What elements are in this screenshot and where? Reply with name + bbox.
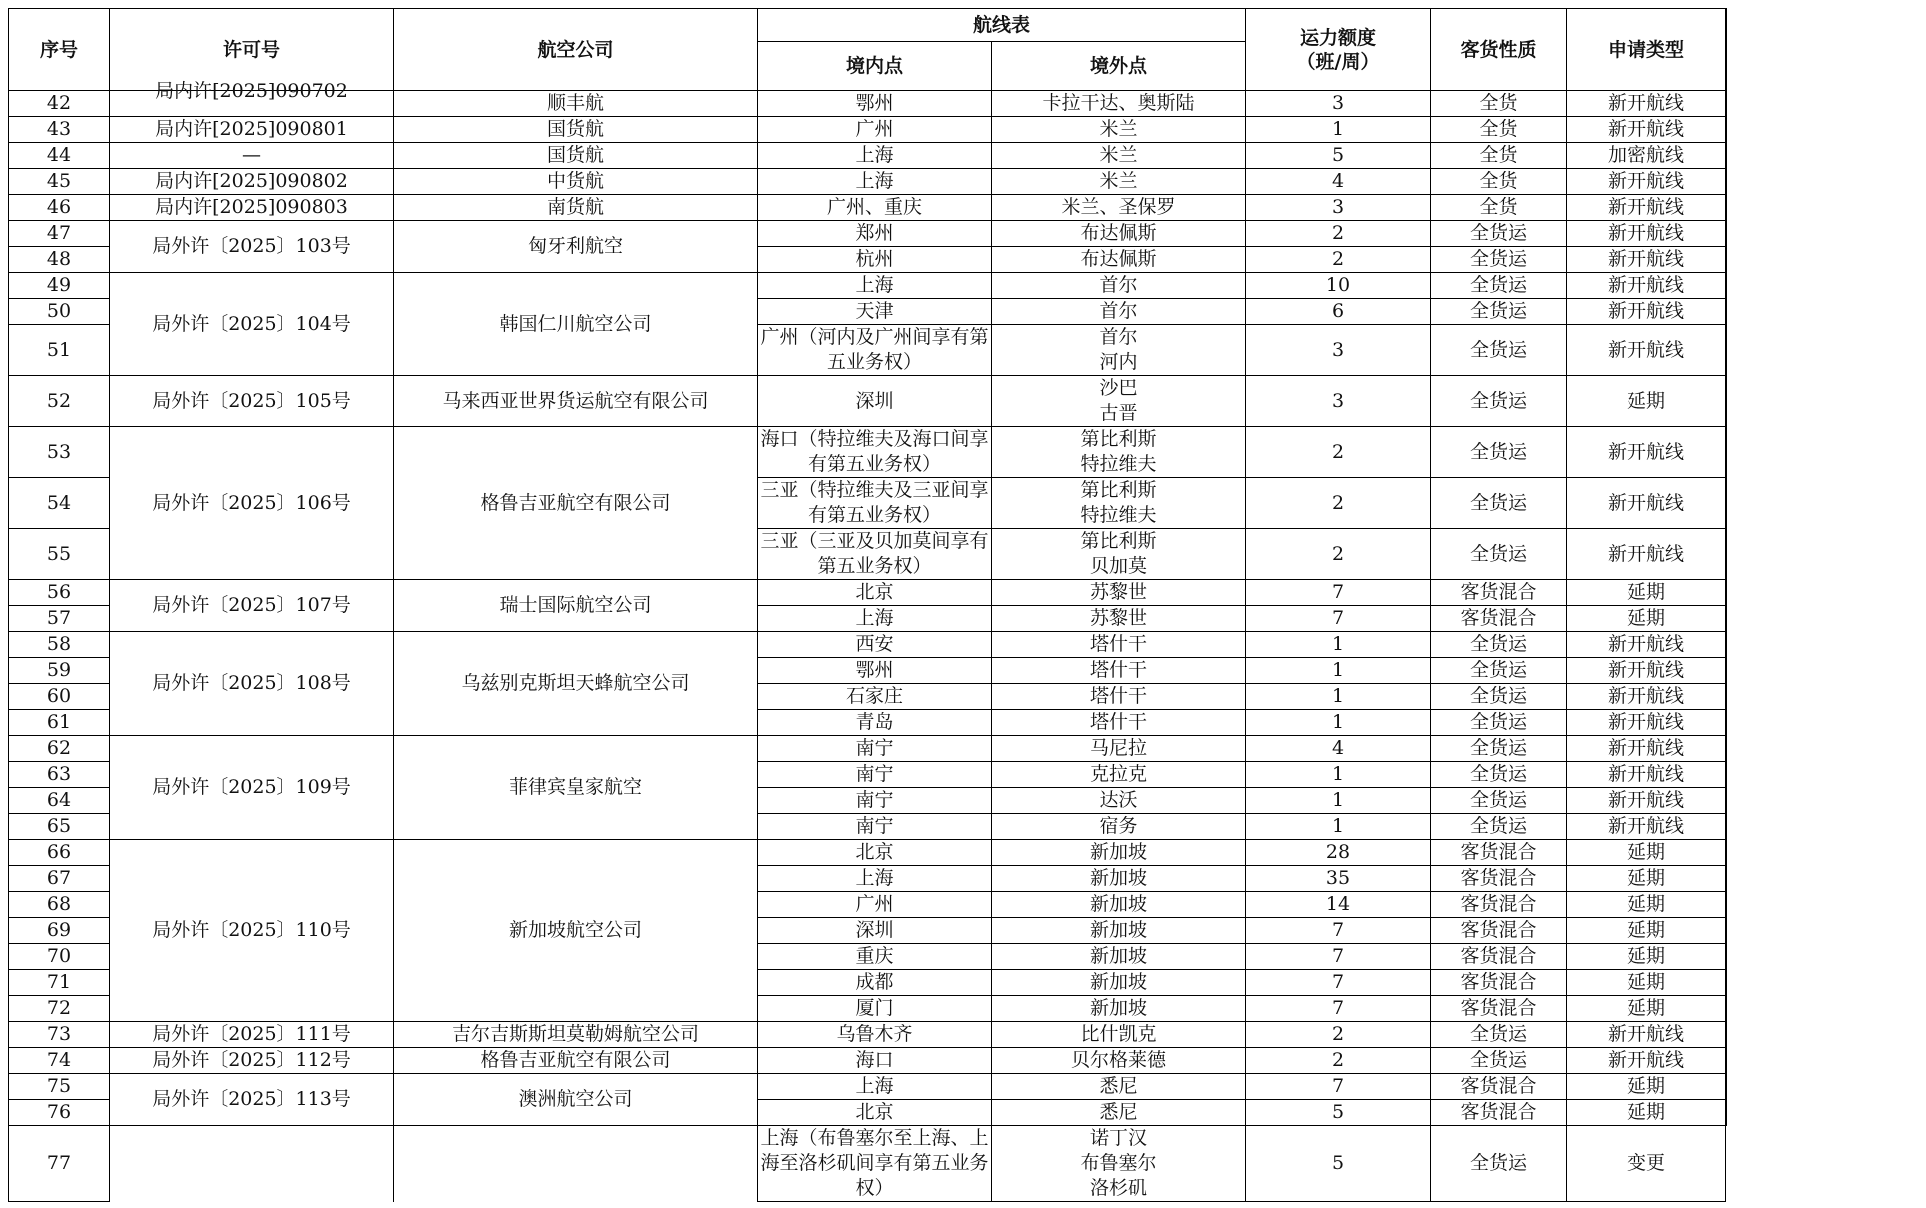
- approval-date-cell: [1726, 376, 1727, 427]
- domestic-point-cell: 南宁: [758, 736, 992, 762]
- foreign-point-cell: 米兰: [992, 169, 1246, 195]
- route-approval-table: [8, 8, 1727, 1202]
- foreign-point-cell: 第比利斯 特拉维夫: [992, 478, 1246, 529]
- foreign-point-cell: 米兰、圣保罗: [992, 195, 1246, 221]
- foreign-point-cell: 苏黎世: [992, 580, 1246, 606]
- foreign-point-cell: 首尔: [992, 273, 1246, 299]
- foreign-point-cell: 布达佩斯: [992, 247, 1246, 273]
- permit-cell: 局外许〔2025〕111号: [110, 1022, 394, 1048]
- capacity-cell: 1: [1246, 788, 1431, 814]
- cargo-type-cell: 客货混合: [1431, 866, 1567, 892]
- cargo-type-cell: 客货混合: [1431, 970, 1567, 996]
- header-permit: 许可号: [110, 9, 394, 91]
- airline-cell: 匈牙利航空: [394, 221, 758, 273]
- seq-cell: 59: [9, 658, 110, 684]
- approval-date-cell: [1726, 736, 1727, 840]
- approval-date-cell: [1726, 427, 1727, 580]
- cargo-type-cell: 全货: [1431, 169, 1567, 195]
- table-row: [9, 117, 1727, 143]
- header-approval-date: [1726, 9, 1727, 91]
- approval-date-cell: [1726, 1126, 1727, 1202]
- apply-type-cell: 新开航线: [1567, 1022, 1726, 1048]
- approval-date-cell: [1726, 221, 1727, 273]
- cargo-type-cell: 全货运: [1431, 762, 1567, 788]
- apply-type-cell: 新开航线: [1567, 710, 1726, 736]
- capacity-cell: 5: [1246, 1100, 1431, 1126]
- permit-cell: 局外许〔2025〕110号: [110, 840, 394, 1022]
- foreign-point-cell: 塔什干: [992, 684, 1246, 710]
- cargo-type-cell: 全货运: [1431, 814, 1567, 840]
- seq-cell: 68: [9, 892, 110, 918]
- permit-cell: [110, 80, 394, 117]
- capacity-cell: 1: [1246, 710, 1431, 736]
- capacity-cell: 4: [1246, 169, 1431, 195]
- foreign-point-cell: 米兰: [992, 143, 1246, 169]
- cargo-type-cell: 全货运: [1431, 788, 1567, 814]
- domestic-point-cell: 上海: [758, 169, 992, 195]
- cargo-type-cell: 客货混合: [1431, 918, 1567, 944]
- cargo-type-cell: 全货运: [1431, 529, 1567, 580]
- table-row: [9, 169, 1727, 195]
- foreign-point-cell: 塔什干: [992, 632, 1246, 658]
- capacity-cell: 1: [1246, 684, 1431, 710]
- cargo-type-cell: 客货混合: [1431, 1100, 1567, 1126]
- capacity-cell: 1: [1246, 117, 1431, 143]
- foreign-point-cell: 贝尔格莱德: [992, 1048, 1246, 1074]
- capacity-cell: 3: [1246, 325, 1431, 376]
- capacity-cell: 14: [1246, 892, 1431, 918]
- capacity-cell: 35: [1246, 866, 1431, 892]
- seq-cell: 64: [9, 788, 110, 814]
- header-foreign: 境外点: [992, 42, 1246, 91]
- seq-cell: 76: [9, 1100, 110, 1126]
- apply-type-cell: 新开航线: [1567, 788, 1726, 814]
- capacity-cell: 7: [1246, 580, 1431, 606]
- domestic-point-cell: 乌鲁木齐: [758, 1022, 992, 1048]
- permit-cell: 局外许〔2025〕103号: [110, 221, 394, 273]
- domestic-point-cell: 广州（河内及广州间享有第五业务权）: [758, 325, 992, 376]
- foreign-point-cell: 卡拉干达、奥斯陆: [992, 91, 1246, 117]
- apply-type-cell: 延期: [1567, 892, 1726, 918]
- capacity-cell: 7: [1246, 996, 1431, 1022]
- cargo-type-cell: 全货运: [1431, 247, 1567, 273]
- domestic-point-cell: 上海: [758, 1074, 992, 1100]
- domestic-point-cell: 杭州: [758, 247, 992, 273]
- domestic-point-cell: 北京: [758, 840, 992, 866]
- capacity-cell: 7: [1246, 918, 1431, 944]
- cargo-type-cell: 全货运: [1431, 325, 1567, 376]
- seq-cell: 45: [9, 169, 110, 195]
- cargo-type-cell: 全货: [1431, 117, 1567, 143]
- apply-type-cell: 新开航线: [1567, 736, 1726, 762]
- cargo-type-cell: 全货运: [1431, 221, 1567, 247]
- cargo-type-cell: 全货运: [1431, 658, 1567, 684]
- cargo-type-cell: 全货: [1431, 91, 1567, 117]
- capacity-cell: 1: [1246, 814, 1431, 840]
- approval-date-cell: [1726, 840, 1727, 1022]
- permit-cell: 局外许〔2025〕107号: [110, 580, 394, 632]
- approval-date-cell: [1726, 580, 1727, 632]
- seq-cell: 63: [9, 762, 110, 788]
- capacity-cell: 2: [1246, 1022, 1431, 1048]
- cargo-type-cell: 客货混合: [1431, 892, 1567, 918]
- capacity-cell: 2: [1246, 1048, 1431, 1074]
- apply-type-cell: 延期: [1567, 376, 1726, 427]
- apply-type-cell: 延期: [1567, 944, 1726, 970]
- domestic-point-cell: 北京: [758, 580, 992, 606]
- table-row: [9, 1022, 1727, 1048]
- seq-cell: 46: [9, 195, 110, 221]
- table-row: [9, 632, 1727, 658]
- header-apply-type: 申请类型: [1567, 9, 1726, 91]
- domestic-point-cell: 深圳: [758, 376, 992, 427]
- apply-type-cell: 延期: [1567, 918, 1726, 944]
- table-row: [9, 376, 1727, 427]
- airline-cell: 菲律宾皇家航空: [394, 736, 758, 840]
- apply-type-cell: 变更: [1567, 1126, 1726, 1202]
- domestic-point-cell: 鄂州: [758, 658, 992, 684]
- seq-cell: 73: [9, 1022, 110, 1048]
- seq-cell: 48: [9, 247, 110, 273]
- capacity-cell: 7: [1246, 1074, 1431, 1100]
- apply-type-cell: 新开航线: [1567, 684, 1726, 710]
- domestic-point-cell: 南宁: [758, 814, 992, 840]
- cargo-type-cell: 全货: [1431, 143, 1567, 169]
- cargo-type-cell: 客货混合: [1431, 840, 1567, 866]
- seq-cell: 61: [9, 710, 110, 736]
- domestic-point-cell: 鄂州: [758, 91, 992, 117]
- airline-cell: 瑞士国际航空公司: [394, 580, 758, 632]
- domestic-point-cell: 天津: [758, 299, 992, 325]
- seq-cell: 69: [9, 918, 110, 944]
- apply-type-cell: 延期: [1567, 580, 1726, 606]
- approval-date-cell: [1726, 117, 1727, 221]
- foreign-point-cell: 新加坡: [992, 892, 1246, 918]
- seq-cell: 54: [9, 478, 110, 529]
- capacity-cell: 5: [1246, 1126, 1431, 1202]
- foreign-point-cell: 新加坡: [992, 996, 1246, 1022]
- airline-cell: 马来西亚世界货运航空有限公司: [394, 376, 758, 427]
- permit-cell: 局外许〔2025〕104号: [110, 273, 394, 376]
- capacity-cell: 2: [1246, 529, 1431, 580]
- apply-type-cell: 新开航线: [1567, 299, 1726, 325]
- permit-cell: 局外许〔2025〕113号: [110, 1074, 394, 1126]
- foreign-point-cell: 苏黎世: [992, 606, 1246, 632]
- seq-cell: 44: [9, 143, 110, 169]
- cargo-type-cell: 全货运: [1431, 299, 1567, 325]
- approval-date-cell: [1726, 1022, 1727, 1048]
- capacity-cell: 4: [1246, 736, 1431, 762]
- seq-cell: 55: [9, 529, 110, 580]
- domestic-point-cell: 三亚（特拉维夫及三亚间享有第五业务权）: [758, 478, 992, 529]
- permit-cell: 局外许〔2025〕105号: [110, 376, 394, 427]
- apply-type-cell: 新开航线: [1567, 325, 1726, 376]
- apply-type-cell: 新开航线: [1567, 117, 1726, 143]
- domestic-point-cell: 广州、重庆: [758, 195, 992, 221]
- cargo-type-cell: 全货运: [1431, 1022, 1567, 1048]
- domestic-point-cell: 上海: [758, 866, 992, 892]
- apply-type-cell: 新开航线: [1567, 427, 1726, 478]
- seq-cell: 56: [9, 580, 110, 606]
- domestic-point-cell: 南宁: [758, 762, 992, 788]
- domestic-point-cell: 青岛: [758, 710, 992, 736]
- header-airline: 航空公司: [394, 9, 758, 91]
- airline-cell: 吉尔吉斯斯坦莫勒姆航空公司: [394, 1022, 758, 1048]
- permit-cell: 局内许[2025]090802: [110, 169, 394, 195]
- seq-cell: 58: [9, 632, 110, 658]
- cargo-type-cell: 全货: [1431, 195, 1567, 221]
- foreign-point-cell: 马尼拉: [992, 736, 1246, 762]
- seq-cell: 66: [9, 840, 110, 866]
- apply-type-cell: 延期: [1567, 1100, 1726, 1126]
- cargo-type-cell: 全货运: [1431, 478, 1567, 529]
- seq-cell: 74: [9, 1048, 110, 1074]
- domestic-point-cell: 厦门: [758, 996, 992, 1022]
- table-row: [9, 273, 1727, 299]
- domestic-point-cell: 重庆: [758, 944, 992, 970]
- foreign-point-cell: 布达佩斯: [992, 221, 1246, 247]
- permit-text-clipped: 局内许[2025]090702: [155, 80, 348, 102]
- domestic-point-cell: 深圳: [758, 918, 992, 944]
- capacity-cell: 2: [1246, 427, 1431, 478]
- airline-cell: 格鲁吉亚航空有限公司: [394, 1048, 758, 1074]
- table-row: [9, 580, 1727, 606]
- seq-cell: 62: [9, 736, 110, 762]
- domestic-point-cell: 上海: [758, 606, 992, 632]
- table-row: [9, 840, 1727, 866]
- foreign-point-cell: 悉尼: [992, 1100, 1246, 1126]
- capacity-cell: 1: [1246, 762, 1431, 788]
- foreign-point-cell: 新加坡: [992, 840, 1246, 866]
- apply-type-cell: 新开航线: [1567, 762, 1726, 788]
- capacity-cell: 2: [1246, 247, 1431, 273]
- airline-cell: 格鲁吉亚航空有限公司: [394, 427, 758, 580]
- table-row: [9, 427, 1727, 478]
- foreign-point-cell: 达沃: [992, 788, 1246, 814]
- approval-date-cell: [1726, 91, 1727, 117]
- capacity-cell: 3: [1246, 195, 1431, 221]
- permit-cell: [110, 1126, 394, 1202]
- airline-cell: 新加坡航空公司: [394, 840, 758, 1022]
- cargo-type-cell: 全货运: [1431, 736, 1567, 762]
- airline-cell: 南货航: [394, 195, 758, 221]
- capacity-cell: 10: [1246, 273, 1431, 299]
- airline-cell: [394, 1126, 758, 1202]
- airline-cell: 国货航: [394, 143, 758, 169]
- header-route-table: 航线表: [758, 9, 1246, 42]
- seq-cell: 42: [9, 91, 110, 117]
- airline-cell: 韩国仁川航空公司: [394, 273, 758, 376]
- apply-type-cell: 新开航线: [1567, 632, 1726, 658]
- capacity-cell: 7: [1246, 944, 1431, 970]
- domestic-point-cell: 海口: [758, 1048, 992, 1074]
- foreign-point-cell: 第比利斯 特拉维夫: [992, 427, 1246, 478]
- cargo-type-cell: 客货混合: [1431, 580, 1567, 606]
- seq-cell: 52: [9, 376, 110, 427]
- foreign-point-cell: 沙巴 古晋: [992, 376, 1246, 427]
- header-capacity: 运力额度 （班/周）: [1246, 9, 1431, 91]
- apply-type-cell: 新开航线: [1567, 478, 1726, 529]
- apply-type-cell: 新开航线: [1567, 247, 1726, 273]
- apply-type-cell: 新开航线: [1567, 529, 1726, 580]
- domestic-point-cell: 上海: [758, 143, 992, 169]
- foreign-point-cell: 新加坡: [992, 866, 1246, 892]
- cargo-type-cell: 客货混合: [1431, 944, 1567, 970]
- apply-type-cell: 新开航线: [1567, 221, 1726, 247]
- seq-cell: 72: [9, 996, 110, 1022]
- seq-cell: 65: [9, 814, 110, 840]
- seq-cell: 43: [9, 117, 110, 143]
- capacity-cell: 5: [1246, 143, 1431, 169]
- table-row: [9, 1048, 1727, 1074]
- capacity-cell: 1: [1246, 658, 1431, 684]
- domestic-point-cell: 海口（特拉维夫及海口间享有第五业务权）: [758, 427, 992, 478]
- apply-type-cell: 延期: [1567, 606, 1726, 632]
- apply-type-cell: 延期: [1567, 840, 1726, 866]
- approval-date-cell: [1726, 273, 1727, 376]
- permit-cell: —: [110, 143, 394, 169]
- foreign-point-cell: 首尔: [992, 299, 1246, 325]
- capacity-cell: 7: [1246, 606, 1431, 632]
- seq-cell: 75: [9, 1074, 110, 1100]
- apply-type-cell: 新开航线: [1567, 91, 1726, 117]
- apply-type-cell: 新开航线: [1567, 814, 1726, 840]
- domestic-point-cell: 石家庄: [758, 684, 992, 710]
- table-row: [9, 736, 1727, 762]
- seq-cell: 57: [9, 606, 110, 632]
- airline-cell: 乌兹别克斯坦天蜂航空公司: [394, 632, 758, 736]
- permit-cell: 局外许〔2025〕112号: [110, 1048, 394, 1074]
- seq-cell: 50: [9, 299, 110, 325]
- header-cargo-type: 客货性质: [1431, 9, 1567, 91]
- cargo-type-cell: 全货运: [1431, 376, 1567, 427]
- domestic-point-cell: 成都: [758, 970, 992, 996]
- table-row: [9, 1074, 1727, 1100]
- approval-date-cell: [1726, 1074, 1727, 1126]
- cargo-type-cell: 全货运: [1431, 273, 1567, 299]
- domestic-point-cell: 广州: [758, 892, 992, 918]
- foreign-point-cell: 新加坡: [992, 970, 1246, 996]
- permit-cell: 局外许〔2025〕106号: [110, 427, 394, 580]
- domestic-point-cell: 西安: [758, 632, 992, 658]
- domestic-point-cell: 上海（布鲁塞尔至上海、上海至洛杉矶间享有第五业务权）: [758, 1126, 992, 1202]
- airline-cell: 顺丰航: [394, 91, 758, 117]
- seq-cell: 77: [9, 1126, 110, 1202]
- cargo-type-cell: 全货运: [1431, 632, 1567, 658]
- header-seq: 序号: [9, 9, 110, 91]
- foreign-point-cell: 第比利斯 贝加莫: [992, 529, 1246, 580]
- domestic-point-cell: 郑州: [758, 221, 992, 247]
- foreign-point-cell: 新加坡: [992, 944, 1246, 970]
- domestic-point-cell: 三亚（三亚及贝加莫间享有第五业务权）: [758, 529, 992, 580]
- cargo-type-cell: 全货运: [1431, 1048, 1567, 1074]
- airline-cell: 澳洲航空公司: [394, 1074, 758, 1126]
- apply-type-cell: 新开航线: [1567, 169, 1726, 195]
- capacity-cell: 7: [1246, 970, 1431, 996]
- apply-type-cell: 延期: [1567, 970, 1726, 996]
- cargo-type-cell: 全货运: [1431, 710, 1567, 736]
- table-row: [9, 143, 1727, 169]
- seq-cell: 71: [9, 970, 110, 996]
- capacity-cell: 2: [1246, 221, 1431, 247]
- foreign-point-cell: 新加坡: [992, 918, 1246, 944]
- cargo-type-cell: 客货混合: [1431, 996, 1567, 1022]
- seq-cell: 47: [9, 221, 110, 247]
- cargo-type-cell: 客货混合: [1431, 1074, 1567, 1100]
- domestic-point-cell: 南宁: [758, 788, 992, 814]
- cargo-type-cell: 全货运: [1431, 1126, 1567, 1202]
- apply-type-cell: 延期: [1567, 866, 1726, 892]
- seq-cell: 51: [9, 325, 110, 376]
- table-row: [9, 91, 1727, 117]
- permit-cell: 局外许〔2025〕108号: [110, 632, 394, 736]
- foreign-point-cell: 塔什干: [992, 658, 1246, 684]
- seq-cell: 49: [9, 273, 110, 299]
- apply-type-cell: 加密航线: [1567, 143, 1726, 169]
- header-domestic: 境内点: [758, 42, 992, 91]
- capacity-cell: 2: [1246, 478, 1431, 529]
- domestic-point-cell: 上海: [758, 273, 992, 299]
- foreign-point-cell: 米兰: [992, 117, 1246, 143]
- foreign-point-cell: 塔什干: [992, 710, 1246, 736]
- apply-type-cell: 新开航线: [1567, 273, 1726, 299]
- foreign-point-cell: 克拉克: [992, 762, 1246, 788]
- approval-table-sheet: [8, 8, 1726, 1202]
- table-row: [9, 1126, 1727, 1202]
- foreign-point-cell: 诺丁汉 布鲁塞尔 洛杉矶: [992, 1126, 1246, 1202]
- airline-cell: 中货航: [394, 169, 758, 195]
- capacity-cell: 3: [1246, 91, 1431, 117]
- foreign-point-cell: 比什凯克: [992, 1022, 1246, 1048]
- seq-cell: 53: [9, 427, 110, 478]
- cargo-type-cell: 全货运: [1431, 427, 1567, 478]
- seq-cell: 67: [9, 866, 110, 892]
- approval-date-cell: [1726, 1048, 1727, 1074]
- apply-type-cell: 延期: [1567, 996, 1726, 1022]
- apply-type-cell: 新开航线: [1567, 658, 1726, 684]
- table-body: [9, 80, 1727, 1202]
- table-row: [9, 221, 1727, 247]
- foreign-point-cell: 宿务: [992, 814, 1246, 840]
- approval-date-cell: [1726, 632, 1727, 736]
- capacity-cell: 1: [1246, 632, 1431, 658]
- cargo-type-cell: 全货运: [1431, 684, 1567, 710]
- permit-cell: 局内许[2025]090801: [110, 117, 394, 143]
- apply-type-cell: 延期: [1567, 1074, 1726, 1100]
- domestic-point-cell: 广州: [758, 117, 992, 143]
- apply-type-cell: 新开航线: [1567, 195, 1726, 221]
- capacity-cell: 28: [1246, 840, 1431, 866]
- seq-cell: 70: [9, 944, 110, 970]
- domestic-point-cell: 北京: [758, 1100, 992, 1126]
- cargo-type-cell: 客货混合: [1431, 606, 1567, 632]
- airline-cell: 国货航: [394, 117, 758, 143]
- table-row: [9, 195, 1727, 221]
- capacity-cell: 6: [1246, 299, 1431, 325]
- apply-type-cell: 新开航线: [1567, 1048, 1726, 1074]
- capacity-cell: 3: [1246, 376, 1431, 427]
- seq-cell: 60: [9, 684, 110, 710]
- permit-cell: 局内许[2025]090803: [110, 195, 394, 221]
- permit-cell: 局外许〔2025〕109号: [110, 736, 394, 840]
- foreign-point-cell: 首尔 河内: [992, 325, 1246, 376]
- foreign-point-cell: 悉尼: [992, 1074, 1246, 1100]
